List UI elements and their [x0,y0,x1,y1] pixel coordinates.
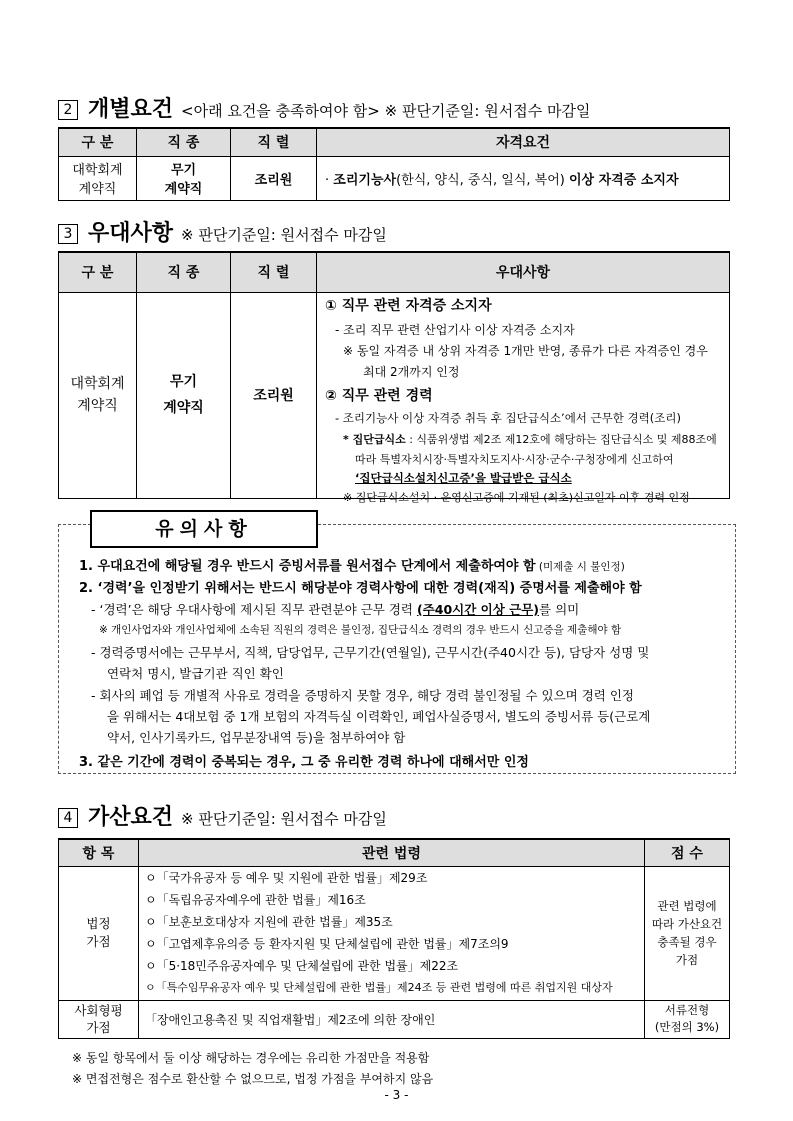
page-number: - 3 - [384,1088,409,1102]
section-number: 4 [58,808,78,828]
notice-line: - 회사의 폐업 등 개별적 사유로 경력을 증명하지 못할 경우, 해당 경력 불인정될 수 있으며 경력 인정 [91,688,634,703]
section-title: 가산요건 [88,805,174,830]
table-cell: 조리원 [231,156,317,200]
notice-item: 2. ‘경력’을 인정받기 위해서는 반드시 해당분야 경력사항에 대한 경력(재직) 증명서를 제출해야 함 [79,581,642,596]
preference-line: ‘집단급식소설치신고증’을 발급받은 급식소 [355,470,572,485]
section-3-header [58,216,387,247]
table-header: 직 종 [137,128,231,156]
bonus-table [58,838,730,1039]
table-header: 우대사항 [317,252,730,292]
table-header: 직 렬 [231,252,317,292]
notice-item: 1. 우대요건에 해당될 경우 반드시 증빙서류를 원서접수 단계에서 제출하여야 함 (미제출 시 불인정) [79,559,625,574]
table-cell: 대학회계 계약직 [59,156,137,200]
preference-line: 최대 2개까지 인정 [363,364,460,379]
notice-line: 을 위해서는 4대보험 중 1개 보험의 자격득실 이력확인, 폐업사실증명서, 별도의 증빙서류 등(근로계 [107,709,651,724]
notice-box [58,524,736,774]
table-cell: 관련 법령에 따라 가산요건 충족될 경우 가점 [645,866,730,1000]
section-4-header [58,800,387,831]
notice-line: 연락처 명시, 발급기관 직인 확인 [107,666,284,681]
section-2-header [58,92,590,123]
notice-line: ※ 개인사업자와 개인사업체에 소속된 직원의 경력은 불인정, 집단급식소 경력의 경우 반드시 신고증을 제출해야 함 [99,624,622,636]
table-cell: 대학회계 계약직 [59,292,137,498]
footnote: ※ 면접전형은 점수로 환산할 수 없으므로, 법정 가점을 부여하지 않음 [72,1072,434,1086]
section-number: 2 [58,100,78,120]
preference-line: - 조리 직무 관련 산업기사 이상 자격증 소지자 [335,322,575,337]
law-item: ㅇ「국가유공자 등 예우 및 지원에 관한 법률」제29조 [145,871,428,885]
table-header: 구 분 [59,252,137,292]
preference-heading: ① 직무 관련 자격증 소지자 [325,297,492,314]
section-number: 3 [58,224,78,244]
notice-line: 약서, 인사기록카드, 업무분장내역 등)을 첨부하여야 함 [107,730,406,745]
notice-item: 3. 같은 기간에 경력이 중복되는 경우, 그 중 유리한 경력 하나에 대해서만 인정 [79,755,529,770]
requirements-table [58,127,730,201]
law-item: ㅇ「5·18민주유공자예우 및 단체설립에 관한 법률」제22조 [145,959,459,973]
preference-detail-cell [317,292,730,504]
section-note: <아래 요건을 충족하여야 함> ※ 판단기준일: 원서접수 마감일 [181,102,591,120]
table-header: 항 목 [59,839,139,866]
law-item: ㅇ「고엽제후유의증 등 환자지원 및 단체설립에 관한 법률」제7조의9 [145,937,509,951]
table-cell: 조리원 [231,292,317,498]
table-header: 자격요건 [317,128,730,156]
section-note: ※ 판단기준일: 원서접수 마감일 [181,810,387,828]
law-item: ㅇ「독립유공자예우에 관한 법률」제16조 [145,893,366,907]
section-title: 개별요건 [88,97,174,122]
preference-table [58,251,730,504]
notice-title: 유의사항 [90,510,318,548]
section-title: 우대사항 [88,221,174,246]
preference-heading: ② 직무 관련 경력 [325,387,433,404]
preference-line: ※ 집단급식소설치 · 운영신고증에 기재된 (최초)신고일자 이후 경력 인정 [343,490,690,504]
preference-line: 따라 특별자치시장·특별자치도지사·시장·군수·구청장에게 신고하여 [355,452,674,466]
law-item: 「장애인고용촉진 및 직업재활법」제2조에 의한 장애인 [139,1000,645,1038]
law-item: ㅇ「보훈보호대상자 지원에 관한 법률」제35조 [145,915,393,929]
footnote: ※ 동일 항목에서 둘 이상 해당하는 경우에는 유리한 가점만을 적용함 [72,1051,430,1065]
table-header: 구 분 [59,128,137,156]
preference-line: - 조리기능사 이상 자격증 취득 후 집단급식소’에서 근무한 경력(조리) [335,410,681,425]
table-header: 점 수 [645,839,730,866]
preference-line: * 집단급식소 : 식품위생법 제2조 제12호에 해당하는 집단급식소 및 제88조에 [343,432,717,446]
notice-line: - 경력증명서에는 근무부서, 직책, 담당업무, 근무기간(연월일), 근무시간(주40시간 등), 담당자 성명 및 [91,645,650,660]
table-cell: · 조리기능사(한식, 양식, 중식, 일식, 복어) 이상 자격증 소지자 [317,156,730,200]
table-cell: 서류전형 (만점의 3%) [645,1000,730,1038]
table-cell: 사회형평 가점 [59,1000,139,1038]
section-note: ※ 판단기준일: 원서접수 마감일 [181,226,387,244]
notice-line: - ‘경력’은 해당 우대사항에 제시된 직무 관련분야 근무 경력 (주40시간 이상 근무)를 의미 [91,602,580,617]
preference-line: ※ 동일 자격증 내 상위 자격증 1개만 반영, 종류가 다른 자격증인 경우 [343,343,708,358]
table-header: 관련 법령 [139,839,645,866]
table-header: 직 렬 [231,128,317,156]
table-cell: 법정 가점 [59,866,139,1000]
law-list [139,866,645,1000]
law-item: ㅇ「특수임무유공자 예우 및 단체설립에 관한 법률」제24조 등 관련 법령에 따른 취업지원 대상자 [145,981,613,994]
table-cell: 무기 계약직 [137,292,231,498]
table-cell: 무기 계약직 [137,156,231,200]
table-header: 직 종 [137,252,231,292]
